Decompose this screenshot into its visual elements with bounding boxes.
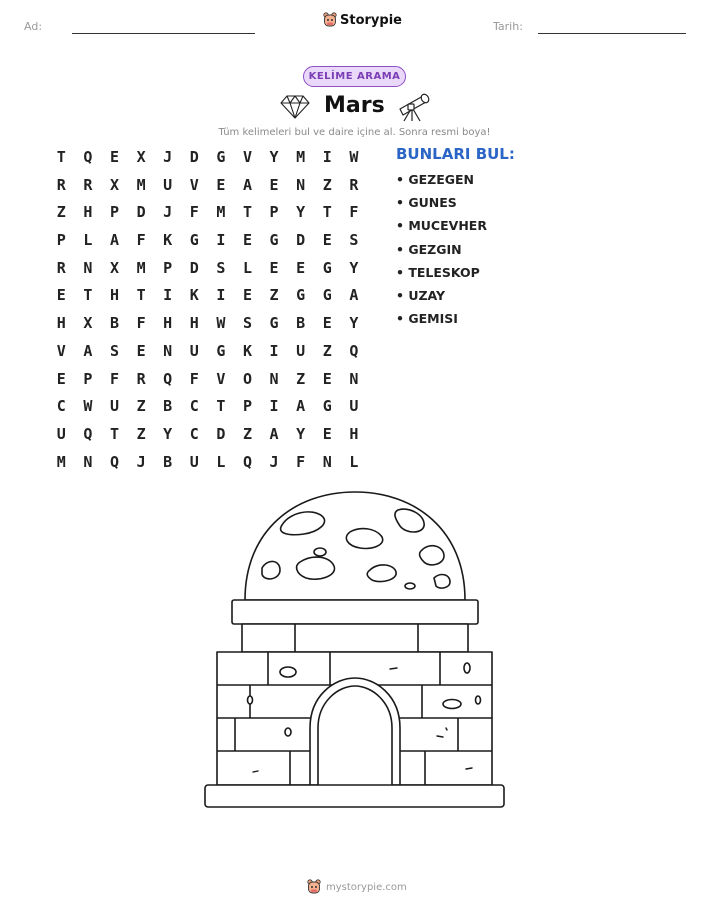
grid-cell[interactable]: D — [136, 203, 146, 222]
grid-cell[interactable]: Z — [136, 397, 146, 416]
grid-row — [48, 202, 367, 230]
date-label: Tarih: — [493, 20, 523, 33]
grid-cell[interactable]: R — [349, 175, 359, 194]
grid-cell[interactable]: E — [109, 148, 119, 166]
grid-cell[interactable]: W — [216, 314, 226, 333]
grid-cell[interactable]: T — [136, 286, 146, 305]
grid-cell[interactable]: D — [189, 148, 199, 166]
grid-cell[interactable]: Z — [56, 203, 66, 222]
grid-cell[interactable]: N — [349, 369, 359, 388]
page-title: Mars — [324, 93, 385, 118]
grid-row — [48, 285, 367, 313]
word-list-item: • GEZEGEN — [396, 172, 475, 187]
grid-cell[interactable]: V — [56, 341, 66, 360]
grid-cell[interactable]: X — [136, 148, 146, 166]
grid-cell[interactable]: T — [242, 203, 252, 222]
grid-cell[interactable]: M — [136, 258, 146, 277]
grid-cell[interactable]: F — [296, 452, 306, 471]
grid-row — [48, 230, 367, 258]
grid-cell[interactable]: F — [189, 369, 199, 388]
grid-cell[interactable]: Z — [269, 286, 279, 305]
grid-cell[interactable]: F — [109, 369, 119, 388]
grid-cell[interactable]: G — [322, 397, 332, 416]
grid-cell[interactable]: Z — [136, 424, 146, 443]
grid-cell[interactable]: B — [296, 314, 306, 333]
grid-cell[interactable]: F — [349, 203, 359, 222]
grid-cell[interactable]: X — [83, 314, 93, 333]
grid-cell[interactable]: S — [109, 341, 119, 360]
grid-cell[interactable]: N — [296, 175, 306, 194]
grid-cell[interactable]: C — [56, 397, 66, 416]
grid-cell[interactable]: N — [83, 452, 93, 471]
grid-cell[interactable]: R — [136, 369, 146, 388]
grid-cell[interactable]: Y — [349, 314, 359, 333]
grid-cell[interactable]: I — [269, 397, 279, 416]
grid-cell[interactable]: D — [296, 231, 306, 250]
grid-cell[interactable]: S — [349, 231, 359, 250]
grid-cell[interactable]: X — [109, 258, 119, 277]
grid-cell[interactable]: Y — [269, 148, 279, 166]
grid-cell[interactable]: H — [163, 314, 173, 333]
grid-cell[interactable]: K — [163, 231, 173, 250]
observatory-illustration — [200, 490, 510, 815]
grid-cell[interactable]: E — [242, 231, 252, 250]
grid-cell[interactable]: S — [216, 258, 226, 277]
grid-cell[interactable]: A — [269, 424, 279, 443]
grid-cell[interactable]: U — [296, 341, 306, 360]
grid-cell[interactable]: H — [189, 314, 199, 333]
grid-cell[interactable]: A — [83, 341, 93, 360]
grid-cell[interactable]: F — [136, 314, 146, 333]
brand-name: Storypie — [340, 12, 402, 28]
grid-cell[interactable]: N — [83, 258, 93, 277]
grid-cell[interactable]: I — [216, 231, 226, 250]
footer-url[interactable]: mystorypie.com — [326, 881, 407, 893]
grid-row — [48, 341, 367, 369]
grid-cell[interactable]: J — [269, 452, 279, 471]
grid-cell[interactable]: E — [322, 369, 332, 388]
grid-cell[interactable]: P — [109, 203, 119, 222]
grid-cell[interactable]: F — [189, 203, 199, 222]
storypie-logo-icon — [323, 12, 337, 28]
grid-cell[interactable]: X — [109, 175, 119, 194]
grid-cell[interactable]: A — [349, 286, 359, 305]
grid-cell[interactable]: T — [322, 203, 332, 222]
grid-cell[interactable]: R — [56, 258, 66, 277]
grid-cell[interactable]: R — [83, 175, 93, 194]
grid-cell[interactable]: U — [349, 397, 359, 416]
grid-cell[interactable]: M — [296, 148, 306, 166]
grid-cell[interactable]: I — [322, 148, 332, 166]
grid-cell[interactable]: I — [216, 286, 226, 305]
grid-cell[interactable]: J — [163, 148, 173, 166]
grid-cell[interactable]: C — [189, 397, 199, 416]
grid-cell[interactable]: W — [83, 397, 93, 416]
grid-cell[interactable]: Q — [109, 452, 119, 471]
grid-cell[interactable]: L — [242, 258, 252, 277]
word-list — [396, 172, 487, 334]
grid-cell[interactable]: G — [322, 286, 332, 305]
grid-row — [48, 424, 367, 452]
grid-cell[interactable]: E — [296, 258, 306, 277]
grid-cell[interactable]: B — [109, 314, 119, 333]
grid-cell[interactable]: C — [189, 424, 199, 443]
instructions: Tüm kelimeleri bul ve daire içine al. Sonra resmi boya! — [218, 127, 491, 138]
grid-cell[interactable]: N — [269, 369, 279, 388]
name-line — [72, 33, 255, 34]
grid-cell[interactable]: I — [163, 286, 173, 305]
activity-badge: KELİME ARAMA — [303, 66, 406, 87]
grid-cell[interactable]: V — [242, 148, 252, 166]
grid-cell[interactable]: K — [242, 341, 252, 360]
grid-cell[interactable]: R — [56, 175, 66, 194]
grid-cell[interactable]: D — [216, 424, 226, 443]
word-list-item: • TELESKOP — [396, 264, 480, 280]
grid-row — [48, 313, 367, 341]
grid-cell[interactable]: G — [216, 341, 226, 360]
grid-cell[interactable]: E — [269, 175, 279, 194]
grid-cell[interactable]: U — [163, 175, 173, 194]
word-list-item: • GUNES — [396, 195, 457, 211]
word-list-item: • UZAY — [396, 287, 446, 303]
grid-cell[interactable]: J — [136, 452, 146, 471]
grid-cell[interactable]: L — [349, 452, 359, 471]
grid-cell[interactable]: E — [322, 314, 332, 333]
word-list-title: BUNLARI BUL: — [396, 145, 515, 163]
grid-row — [48, 452, 367, 480]
grid-cell[interactable]: G — [322, 258, 332, 277]
grid-cell[interactable]: P — [83, 369, 93, 388]
grid-cell[interactable]: J — [163, 203, 173, 222]
grid-cell[interactable]: A — [296, 397, 306, 416]
brand-logo — [323, 12, 402, 28]
grid-cell[interactable]: G — [269, 314, 279, 333]
word-search-grid — [48, 147, 367, 479]
grid-cell[interactable]: E — [136, 341, 146, 360]
grid-cell[interactable]: M — [56, 452, 66, 471]
grid-cell[interactable]: U — [189, 341, 199, 360]
grid-cell[interactable]: A — [242, 175, 252, 194]
grid-cell[interactable]: P — [56, 231, 66, 250]
storypie-logo-icon — [307, 879, 321, 895]
grid-cell[interactable]: Q — [242, 452, 252, 471]
grid-cell[interactable]: U — [109, 397, 119, 416]
grid-cell[interactable]: T — [109, 424, 119, 443]
grid-cell[interactable]: B — [163, 452, 173, 471]
grid-cell[interactable]: Z — [296, 369, 306, 388]
grid-cell[interactable]: P — [163, 258, 173, 277]
grid-cell[interactable]: M — [136, 175, 146, 194]
grid-cell[interactable]: L — [216, 452, 226, 471]
grid-cell[interactable]: E — [56, 369, 66, 388]
grid-cell[interactable]: H — [109, 286, 119, 305]
grid-cell[interactable]: Y — [349, 258, 359, 277]
grid-cell[interactable]: Z — [242, 424, 252, 443]
grid-cell[interactable]: H — [56, 314, 66, 333]
grid-cell[interactable]: D — [189, 258, 199, 277]
grid-cell[interactable]: E — [322, 231, 332, 250]
grid-cell[interactable]: T — [56, 148, 66, 166]
grid-cell[interactable]: U — [189, 452, 199, 471]
name-label: Ad: — [24, 20, 43, 33]
grid-cell[interactable]: G — [216, 148, 226, 166]
grid-cell[interactable]: Y — [163, 424, 173, 443]
grid-cell[interactable]: A — [109, 231, 119, 250]
grid-cell[interactable]: W — [349, 148, 359, 166]
grid-cell[interactable]: E — [56, 286, 66, 305]
grid-cell[interactable]: Q — [83, 148, 93, 166]
grid-row — [48, 175, 367, 203]
grid-cell[interactable]: E — [269, 258, 279, 277]
title-row — [280, 90, 430, 126]
grid-cell[interactable]: Z — [322, 175, 332, 194]
date-line — [538, 33, 686, 34]
grid-cell[interactable]: G — [296, 286, 306, 305]
footer — [307, 879, 407, 895]
grid-cell[interactable]: V — [189, 175, 199, 194]
grid-cell[interactable]: H — [83, 203, 93, 222]
grid-cell[interactable]: U — [56, 424, 66, 443]
grid-cell[interactable]: I — [269, 341, 279, 360]
grid-cell[interactable]: P — [242, 397, 252, 416]
word-list-item: • GEMISI — [396, 311, 458, 327]
grid-cell[interactable]: S — [242, 314, 252, 333]
grid-row — [48, 396, 367, 424]
grid-cell[interactable]: T — [83, 286, 93, 305]
grid-cell[interactable]: G — [269, 231, 279, 250]
grid-cell[interactable]: K — [189, 286, 199, 305]
grid-cell[interactable]: H — [349, 424, 359, 443]
word-list-item: • MUCEVHER — [396, 218, 487, 234]
telescope-icon — [397, 90, 431, 122]
grid-row — [48, 147, 367, 175]
grid-cell[interactable]: L — [83, 231, 93, 250]
grid-cell[interactable]: T — [216, 397, 226, 416]
grid-cell[interactable]: V — [216, 369, 226, 388]
grid-cell[interactable]: Q — [349, 341, 359, 360]
grid-cell[interactable]: M — [216, 203, 226, 222]
diamond-icon — [280, 94, 310, 120]
grid-cell[interactable]: N — [322, 452, 332, 471]
grid-cell[interactable]: Q — [83, 424, 93, 443]
grid-row — [48, 369, 367, 397]
grid-cell[interactable]: G — [189, 231, 199, 250]
word-list-item: • GEZGIN — [396, 241, 462, 257]
grid-cell[interactable]: Y — [296, 424, 306, 443]
grid-cell[interactable]: F — [136, 231, 146, 250]
grid-row — [48, 258, 367, 286]
grid-cell[interactable]: Z — [322, 341, 332, 360]
grid-cell[interactable]: O — [242, 369, 252, 388]
grid-cell[interactable]: E — [322, 424, 332, 443]
grid-cell[interactable]: P — [269, 203, 279, 222]
grid-cell[interactable]: E — [242, 286, 252, 305]
grid-cell[interactable]: N — [163, 341, 173, 360]
grid-cell[interactable]: B — [163, 397, 173, 416]
grid-cell[interactable]: Q — [163, 369, 173, 388]
grid-cell[interactable]: E — [216, 175, 226, 194]
grid-cell[interactable]: Y — [296, 203, 306, 222]
